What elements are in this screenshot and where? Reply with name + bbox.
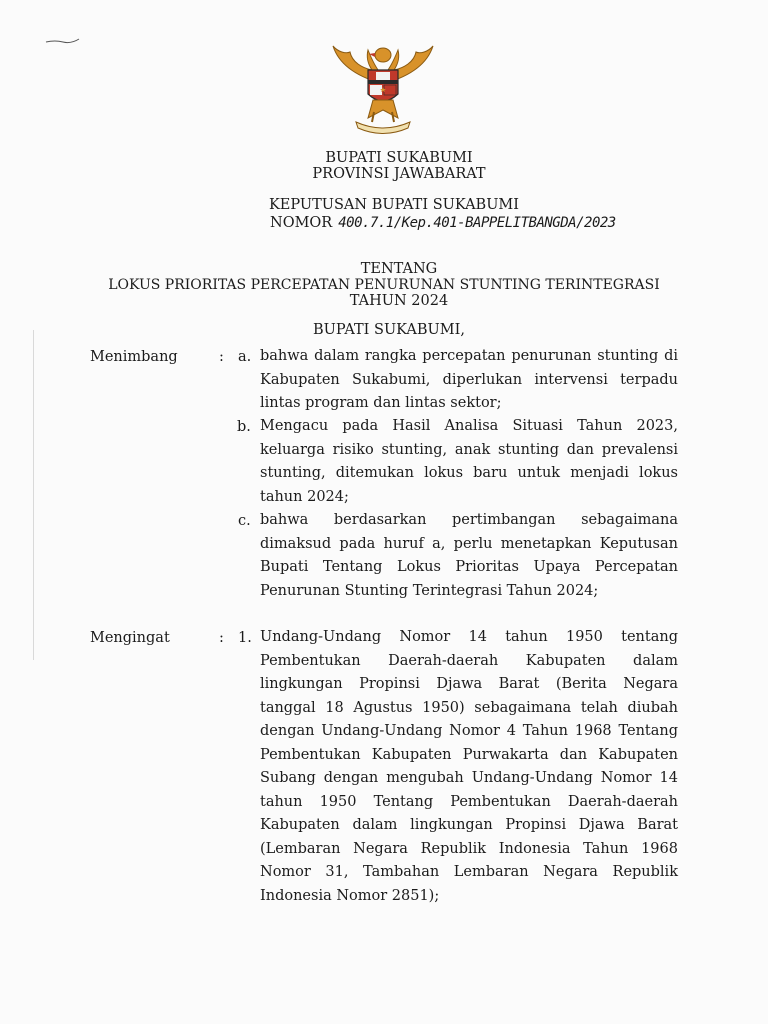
province-title: PROVINSI JAWABARAT bbox=[312, 166, 486, 182]
office-title: BUPATI SUKABUMI bbox=[325, 150, 473, 166]
menimbang-item-b: Mengacu pada Hasil Analisa Situasi Tahun 2023, keluarga risiko stunting, anak stunting dan prevalensi stunting, ditemukan lokus baru untuk menjadi lokus tahun 2024; bbox=[260, 418, 678, 505]
margin-line bbox=[33, 330, 34, 660]
decree-subject: LOKUS PRIORITAS PERCEPATAN PENURUNAN STUNTING TERINTEGRASI bbox=[108, 277, 660, 293]
menimbang-marker-a: a. bbox=[238, 349, 252, 365]
menimbang-item-c: bahwa berdasarkan pertimbangan sebagaimana dimaksud pada huruf a, perlu menetapkan Keputusan Bupati Tentang Lokus Prioritas Upaya Percepatan Penurunan Stunting Terintegrasi Tahun 2024; bbox=[260, 512, 678, 599]
mengingat-label: Mengingat bbox=[90, 630, 170, 646]
authority-heading: BUPATI SUKABUMI, bbox=[313, 322, 465, 338]
menimbang-colon: : bbox=[219, 349, 224, 365]
decree-year: TAHUN 2024 bbox=[349, 293, 449, 309]
mengingat-item-1: Undang-Undang Nomor 14 tahun 1950 tentang Pembentukan Daerah-daerah Kabupaten dalam lingkungan Propinsi Djawa Barat (Berita Negara tanggal 18 Agustus 1950) sebagaimana telah diubah dengan Undang-Undang Nomor 4 Tahun 1968 Tentang Pembentukan Kabupaten Purwakarta dan Kabupaten Subang dengan mengubah Undang-Undang Nomor 14 tahun 1950 Tentang Pembentukan Daerah-daerah Kabupaten dalam lingkungan Propinsi Djawa Barat (Lembaran Negara Republik Indonesia Tahun 1968 Nomor 31, Tambahan Lembaran Negara Republik Indonesia Nomor 2851); bbox=[260, 629, 678, 904]
menimbang-marker-c: c. bbox=[238, 513, 251, 529]
menimbang-marker-b: b. bbox=[237, 419, 251, 435]
decree-title: KEPUTUSAN BUPATI SUKABUMI bbox=[268, 197, 520, 213]
garuda-emblem-icon bbox=[328, 38, 438, 138]
menimbang-item-a: bahwa dalam rangka percepatan penurunan stunting di Kabupaten Sukabumi, diperlukan intervensi terpadu lintas program dan lintas sektor; bbox=[260, 348, 678, 411]
about-heading: TENTANG bbox=[360, 261, 438, 277]
number-label: NOMOR bbox=[270, 215, 333, 231]
number-value: 400.7.1/Kep.401-BAPPELITBANGDA/2023 bbox=[338, 215, 616, 231]
menimbang-label: Menimbang bbox=[90, 349, 178, 365]
decree-number-line bbox=[270, 215, 616, 231]
mengingat-colon: : bbox=[219, 630, 224, 646]
mengingat-marker-1: 1. bbox=[238, 630, 252, 646]
pen-mark-icon bbox=[45, 37, 81, 45]
